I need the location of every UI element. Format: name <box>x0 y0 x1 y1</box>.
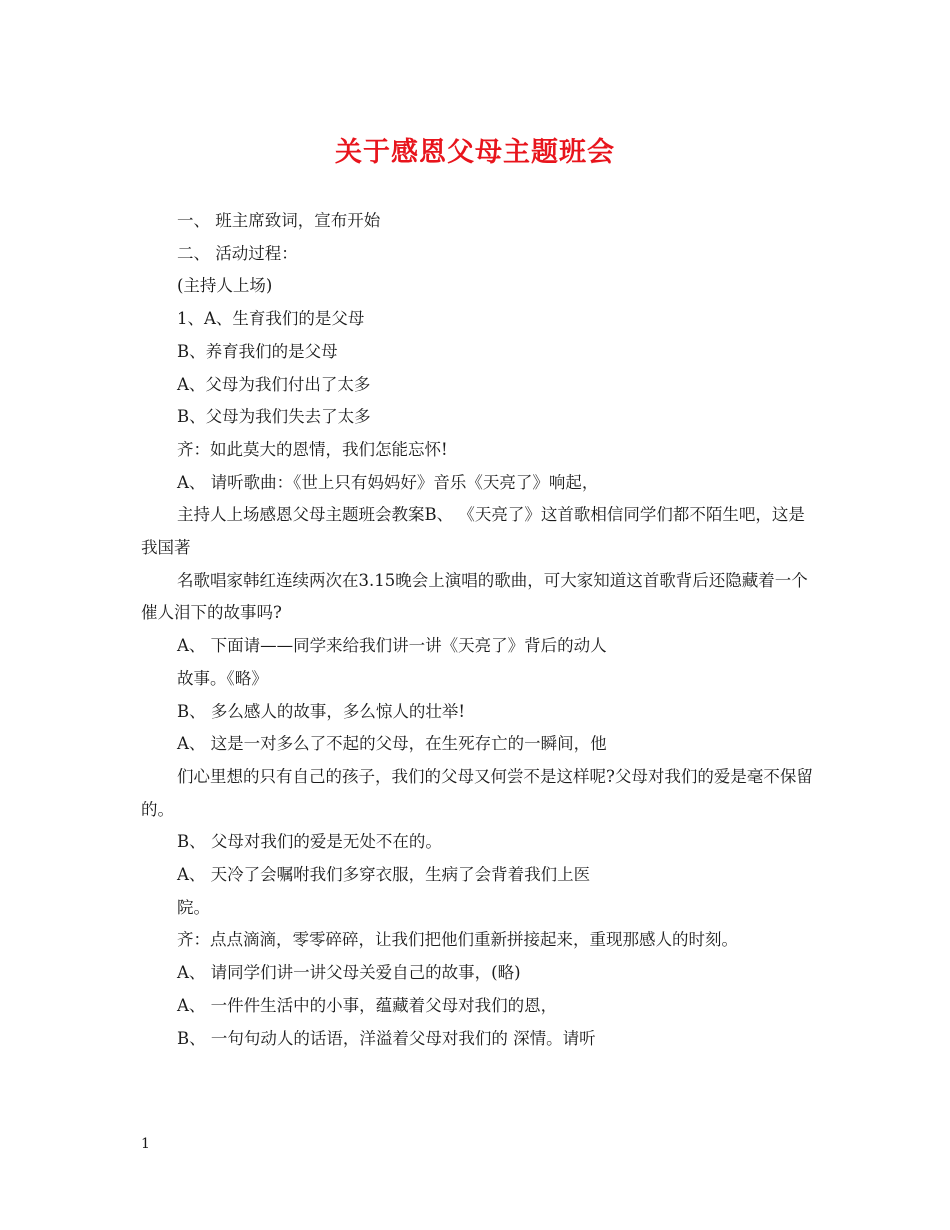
paragraph: 齐：点点滴滴，零零碎碎，让我们把他们重新拼接起来，重现那感人的时刻。 <box>177 930 738 950</box>
paragraph: A、 一件件生活中的小事，蕴藏着父母对我们的恩， <box>177 995 558 1015</box>
paragraph: B、 父母对我们的爱是无处不在的。 <box>177 832 442 852</box>
paragraph: A、 天冷了会嘱咐我们多穿衣服，生病了会背着我们上医 <box>177 865 591 885</box>
paragraph: B、养育我们的是父母 <box>177 341 338 361</box>
paragraph: A、父母为我们付出了太多 <box>177 374 371 394</box>
paragraph: 1、A、生育我们的是父母 <box>177 309 365 329</box>
paragraph: 一、 班主席致词，宣布开始 <box>177 211 381 230</box>
paragraph: B、 多么感人的故事，多么惊人的壮举! <box>177 701 466 721</box>
paragraph: 名歌唱家韩红连续两次在3.15晚会上演唱的歌曲，可大家知道这首歌背后还隐藏着一个催人泪下的故事吗? <box>141 570 808 623</box>
paragraph: 主持人上场感恩父母主题班会教案B、 《天亮了》这首歌相信同学们都不陌生吧，这是我国著 <box>141 505 805 558</box>
paragraph: 二、 活动过程： <box>177 243 298 263</box>
document-body <box>141 205 813 1055</box>
paragraph: (主持人上场) <box>177 276 273 296</box>
paragraph: 院。 <box>177 897 210 917</box>
paragraph: A、 请听歌曲：《世上只有妈妈好》音乐《天亮了》响起， <box>177 472 599 492</box>
paragraph: A、 这是一对多么了不起的父母，在生死存亡的一瞬间，他 <box>177 734 607 754</box>
paragraph: 故事。《略》 <box>177 668 268 688</box>
paragraph: 齐：如此莫大的恩情，我们怎能忘怀! <box>177 439 448 459</box>
page-number: 1 <box>141 1136 150 1152</box>
paragraph: 们心里想的只有自己的孩子，我们的父母又何尝不是这样呢?父母对我们的爱是毫不保留的。 <box>141 766 813 819</box>
paragraph: A、 下面请——同学来给我们讲一讲《天亮了》背后的动人 <box>177 636 607 656</box>
document-title: 关于感恩父母主题班会 <box>335 137 615 168</box>
paragraph: A、 请同学们讲一讲父母关爱自己的故事，(略) <box>177 963 521 983</box>
paragraph: B、 一句句动人的话语，洋溢着父母对我们的 深情。请听 <box>177 1028 596 1048</box>
paragraph: B、父母为我们失去了太多 <box>177 407 371 427</box>
